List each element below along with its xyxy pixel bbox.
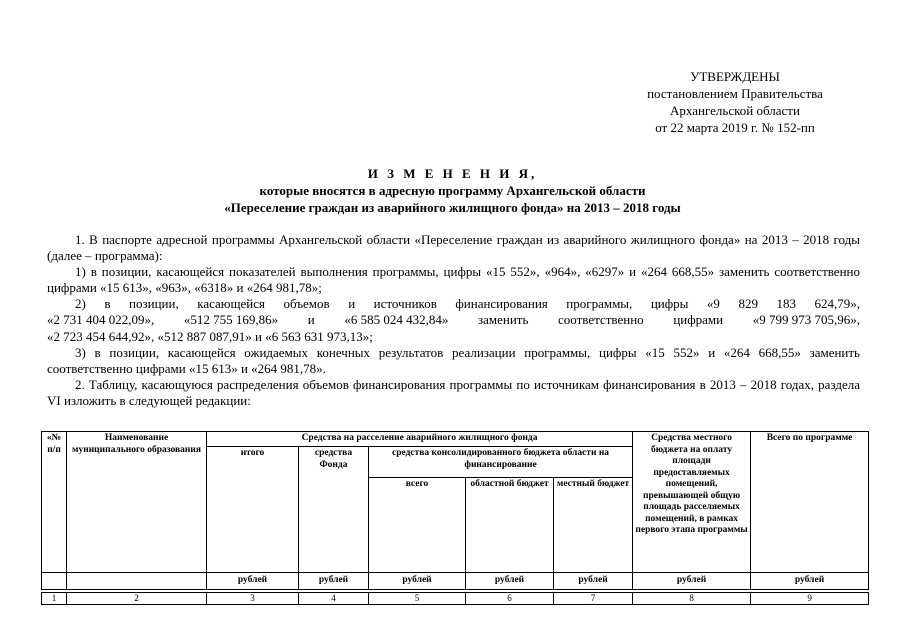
approval-line-1: УТВЕРЖДЕНЫ bbox=[690, 69, 780, 84]
header-local-budget: местный бюджет bbox=[554, 478, 633, 573]
header-itogo: итого bbox=[207, 447, 299, 573]
unit-cell: рублей bbox=[207, 573, 299, 590]
column-number: 7 bbox=[554, 593, 633, 605]
paragraph-1-2-line-2 bbox=[47, 312, 860, 328]
figure-old-3: «6 585 024 432,84» bbox=[344, 312, 449, 328]
approval-stamp bbox=[600, 68, 870, 136]
header-municipality: Наименование муниципального образования bbox=[67, 432, 207, 573]
column-number: 1 bbox=[42, 593, 67, 605]
unit-cell: рублей bbox=[466, 573, 554, 590]
header-num: «№ п/п bbox=[42, 432, 67, 573]
column-number: 3 bbox=[207, 593, 299, 605]
header-regional-budget: областной бюджет bbox=[466, 478, 554, 573]
unit-cell: рублей bbox=[633, 573, 751, 590]
unit-cell: рублей bbox=[554, 573, 633, 590]
column-number: 9 bbox=[751, 593, 869, 605]
word-replace: заменить bbox=[477, 312, 529, 328]
column-number: 6 bbox=[466, 593, 554, 605]
paragraph-1-1: 1) в позиции, касающейся показателей выполнения программы, цифры «15 552», «964», «6297» и «264 668,55» заменить соответственно цифрами «15 613», «963», «6318» и «264 981,78»; bbox=[47, 264, 860, 296]
paragraph-1-3: 3) в позиции, касающейся ожидаемых конечных результатов реализации программы, цифры «15 552» и «264 668,55» заменить соответственно цифрами «15 613» и «264 981,78». bbox=[47, 344, 860, 376]
column-number: 5 bbox=[369, 593, 466, 605]
title-line-3: «Переселение граждан из аварийного жилищного фонда» на 2013 – 2018 годы bbox=[224, 200, 681, 215]
header-consolidated-total: всего bbox=[369, 478, 466, 573]
approval-line-2: постановлением Правительства bbox=[647, 86, 823, 101]
word-respectively: соответственно bbox=[558, 312, 644, 328]
figure-new-1: «9 799 973 705,96», bbox=[752, 312, 860, 328]
word-and: и bbox=[307, 312, 315, 328]
header-fund: средства Фонда bbox=[299, 447, 369, 573]
title-line-1: И З М Е Н Е Н И Я, bbox=[367, 166, 538, 181]
word-figures: цифрами bbox=[673, 312, 724, 328]
header-local-payment: Средства местного бюджета на оплату площади предоставляемых помещений, превышающей общую площадь расселяемых помещений, в рамках первого этапа программы bbox=[633, 432, 751, 573]
paragraph-2: 2. Таблицу, касающуюся распределения объемов финансирования программы по источникам финансирования в 2013 – 2018 годах, раздела VI изложить в следующей редакции: bbox=[47, 376, 860, 408]
financing-table bbox=[41, 431, 868, 605]
document-title bbox=[0, 165, 905, 216]
paragraph-1: 1. В паспорте адресной программы Архангельской области «Переселение граждан из аварийного жилищного фонда» на 2013 – 2018 годы (далее – программа): bbox=[47, 232, 860, 264]
approval-line-4: от 22 марта 2019 г. № 152-пп bbox=[655, 120, 815, 135]
header-program-total: Всего по программе bbox=[751, 432, 869, 573]
unit-cell: рублей bbox=[299, 573, 369, 590]
title-line-2: которые вносятся в адресную программу Архангельской области bbox=[259, 183, 646, 198]
unit-cell-empty-1 bbox=[42, 573, 67, 590]
approval-line-3: Архангельской области bbox=[670, 103, 800, 118]
header-consolidated-budget: средства консолидированного бюджета области на финансирование bbox=[369, 447, 633, 478]
unit-cell-empty-2 bbox=[67, 573, 207, 590]
header-resettlement-funds: Средства на расселение аварийного жилищного фонда bbox=[207, 432, 633, 447]
column-number: 4 bbox=[299, 593, 369, 605]
document-body bbox=[47, 232, 860, 409]
figure-old-1: «2 731 404 022,09», bbox=[47, 312, 155, 328]
column-number: 2 bbox=[67, 593, 207, 605]
unit-cell: рублей bbox=[369, 573, 466, 590]
column-number: 8 bbox=[633, 593, 751, 605]
unit-cell: рублей bbox=[751, 573, 869, 590]
paragraph-1-2-line-1: 2) в позиции, касающейся объемов и источников финансирования программы, цифры «9 829 183 624,79», bbox=[75, 296, 860, 312]
paragraph-1-2-line-3: «2 723 454 644,92», «512 887 087,91» и «6 563 631 973,13»; bbox=[47, 328, 373, 344]
figure-old-2: «512 755 169,86» bbox=[183, 312, 279, 328]
